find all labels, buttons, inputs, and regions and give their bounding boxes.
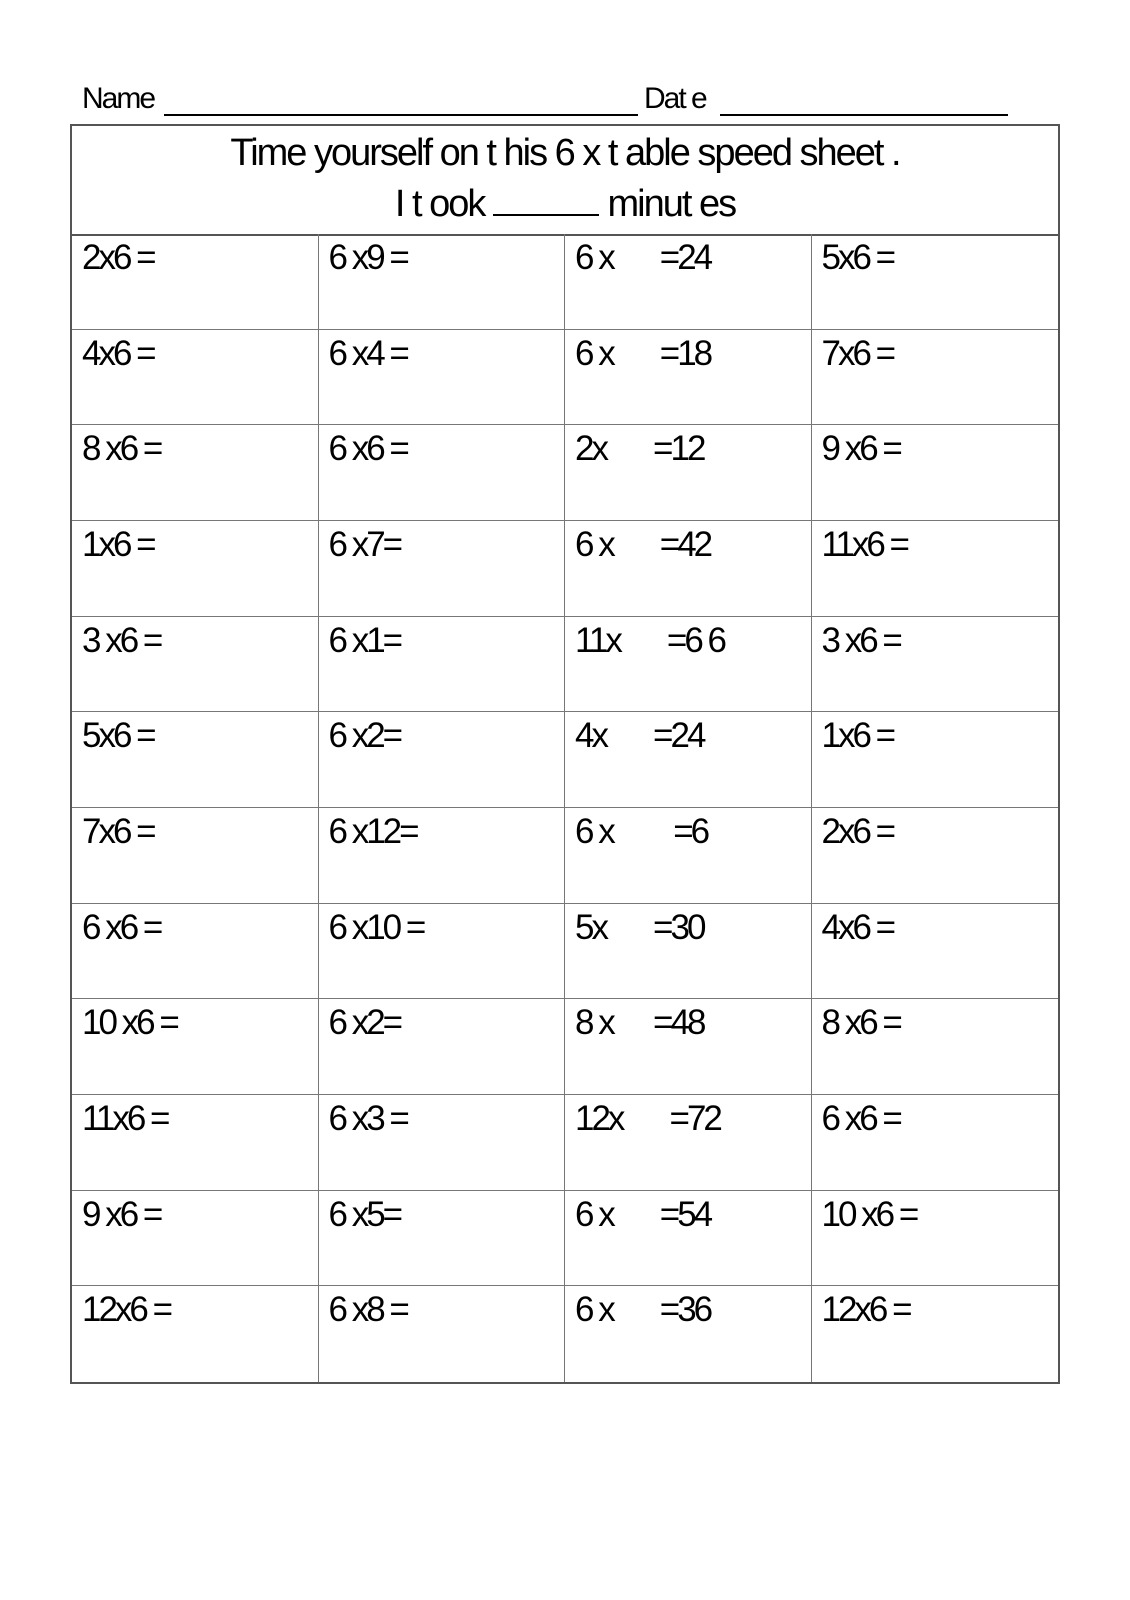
problem-cell[interactable]: 6 x9 = [319, 234, 566, 330]
problem-cell[interactable]: 6 x =6 [565, 808, 812, 904]
problem-cell[interactable]: 1x6 = [72, 521, 319, 617]
problem-cell[interactable]: 6 x =36 [565, 1286, 812, 1382]
problem-cell[interactable]: 2x =12 [565, 425, 812, 521]
name-label: Name [82, 82, 155, 115]
problem-cell[interactable]: 2x6 = [812, 808, 1059, 904]
problem-cell[interactable]: 6 x2= [319, 712, 566, 808]
problem-cell[interactable]: 6 x10 = [319, 904, 566, 1000]
date-label: Dat e [644, 82, 706, 115]
problem-cell[interactable]: 3 x6 = [72, 617, 319, 713]
problem-cell[interactable]: 6 x6 = [812, 1095, 1059, 1191]
title-took-label: I t ook [394, 183, 485, 225]
problem-cell[interactable]: 1x6 = [812, 712, 1059, 808]
problem-cell[interactable]: 6 x8 = [319, 1286, 566, 1382]
problem-cell[interactable]: 7x6 = [812, 330, 1059, 426]
problem-cell[interactable]: 11x6 = [812, 521, 1059, 617]
title-line-1: Time yourself on t his 6 x t able speed sheet . [230, 132, 900, 174]
minutes-blank[interactable] [493, 178, 599, 216]
date-blank[interactable] [720, 113, 1008, 116]
problem-cell[interactable]: 11x =6 6 [565, 617, 812, 713]
problem-cell[interactable]: 6 x =18 [565, 330, 812, 426]
problem-cell[interactable]: 9 x6 = [812, 425, 1059, 521]
problem-grid [72, 234, 1058, 1382]
problem-cell[interactable]: 5x6 = [72, 712, 319, 808]
problem-cell[interactable]: 8 x6 = [72, 425, 319, 521]
title-box [72, 126, 1058, 236]
problem-cell[interactable]: 5x =30 [565, 904, 812, 1000]
problem-cell[interactable]: 6 x5= [319, 1191, 566, 1287]
problem-cell[interactable]: 12x6 = [72, 1286, 319, 1382]
problem-cell[interactable]: 2x6 = [72, 234, 319, 330]
problem-cell[interactable]: 12x6 = [821, 1290, 910, 1330]
problem-cell[interactable]: 6 x7= [319, 521, 566, 617]
problem-cell[interactable]: 10 x6 = [812, 1191, 1059, 1287]
problem-cell[interactable]: 8 x6 = [812, 999, 1059, 1095]
problem-cell[interactable]: 6 x =42 [565, 521, 812, 617]
problem-cell[interactable]: 6 x1= [319, 617, 566, 713]
problem-cell[interactable]: 5x6 = [812, 234, 1059, 330]
problem-cell[interactable]: 6 x4 = [319, 330, 566, 426]
problem-cell[interactable]: 10 x6 = [72, 999, 319, 1095]
problem-cell[interactable]: 8 x =48 [565, 999, 812, 1095]
speed-sheet [70, 124, 1060, 1384]
problem-cell[interactable]: 6 x2= [319, 999, 566, 1095]
problem-cell[interactable]: 6 x =24 [565, 234, 812, 330]
title-line-2 [72, 178, 1058, 229]
problem-cell[interactable]: 3 x6 = [812, 617, 1059, 713]
header-line [82, 80, 1042, 120]
problem-cell[interactable]: 4x6 = [812, 904, 1059, 1000]
problem-cell[interactable]: 6 x3 = [319, 1095, 566, 1191]
problem-cell[interactable]: 11x6 = [72, 1095, 319, 1191]
problem-cell[interactable]: 6 x =54 [565, 1191, 812, 1287]
problem-cell[interactable]: 12x =72 [565, 1095, 812, 1191]
problem-cell[interactable]: 9 x6 = [72, 1191, 319, 1287]
problem-cell[interactable]: 7x6 = [72, 808, 319, 904]
problem-cell[interactable]: 6 x6 = [319, 425, 566, 521]
problem-cell[interactable]: 4x =24 [565, 712, 812, 808]
problem-cell[interactable]: 6 x6 = [72, 904, 319, 1000]
problem-cell[interactable]: 4x6 = [72, 330, 319, 426]
problem-cell[interactable]: 6 x12= [319, 808, 566, 904]
name-blank[interactable] [164, 113, 638, 116]
title-minutes-label: minut es [607, 183, 736, 225]
